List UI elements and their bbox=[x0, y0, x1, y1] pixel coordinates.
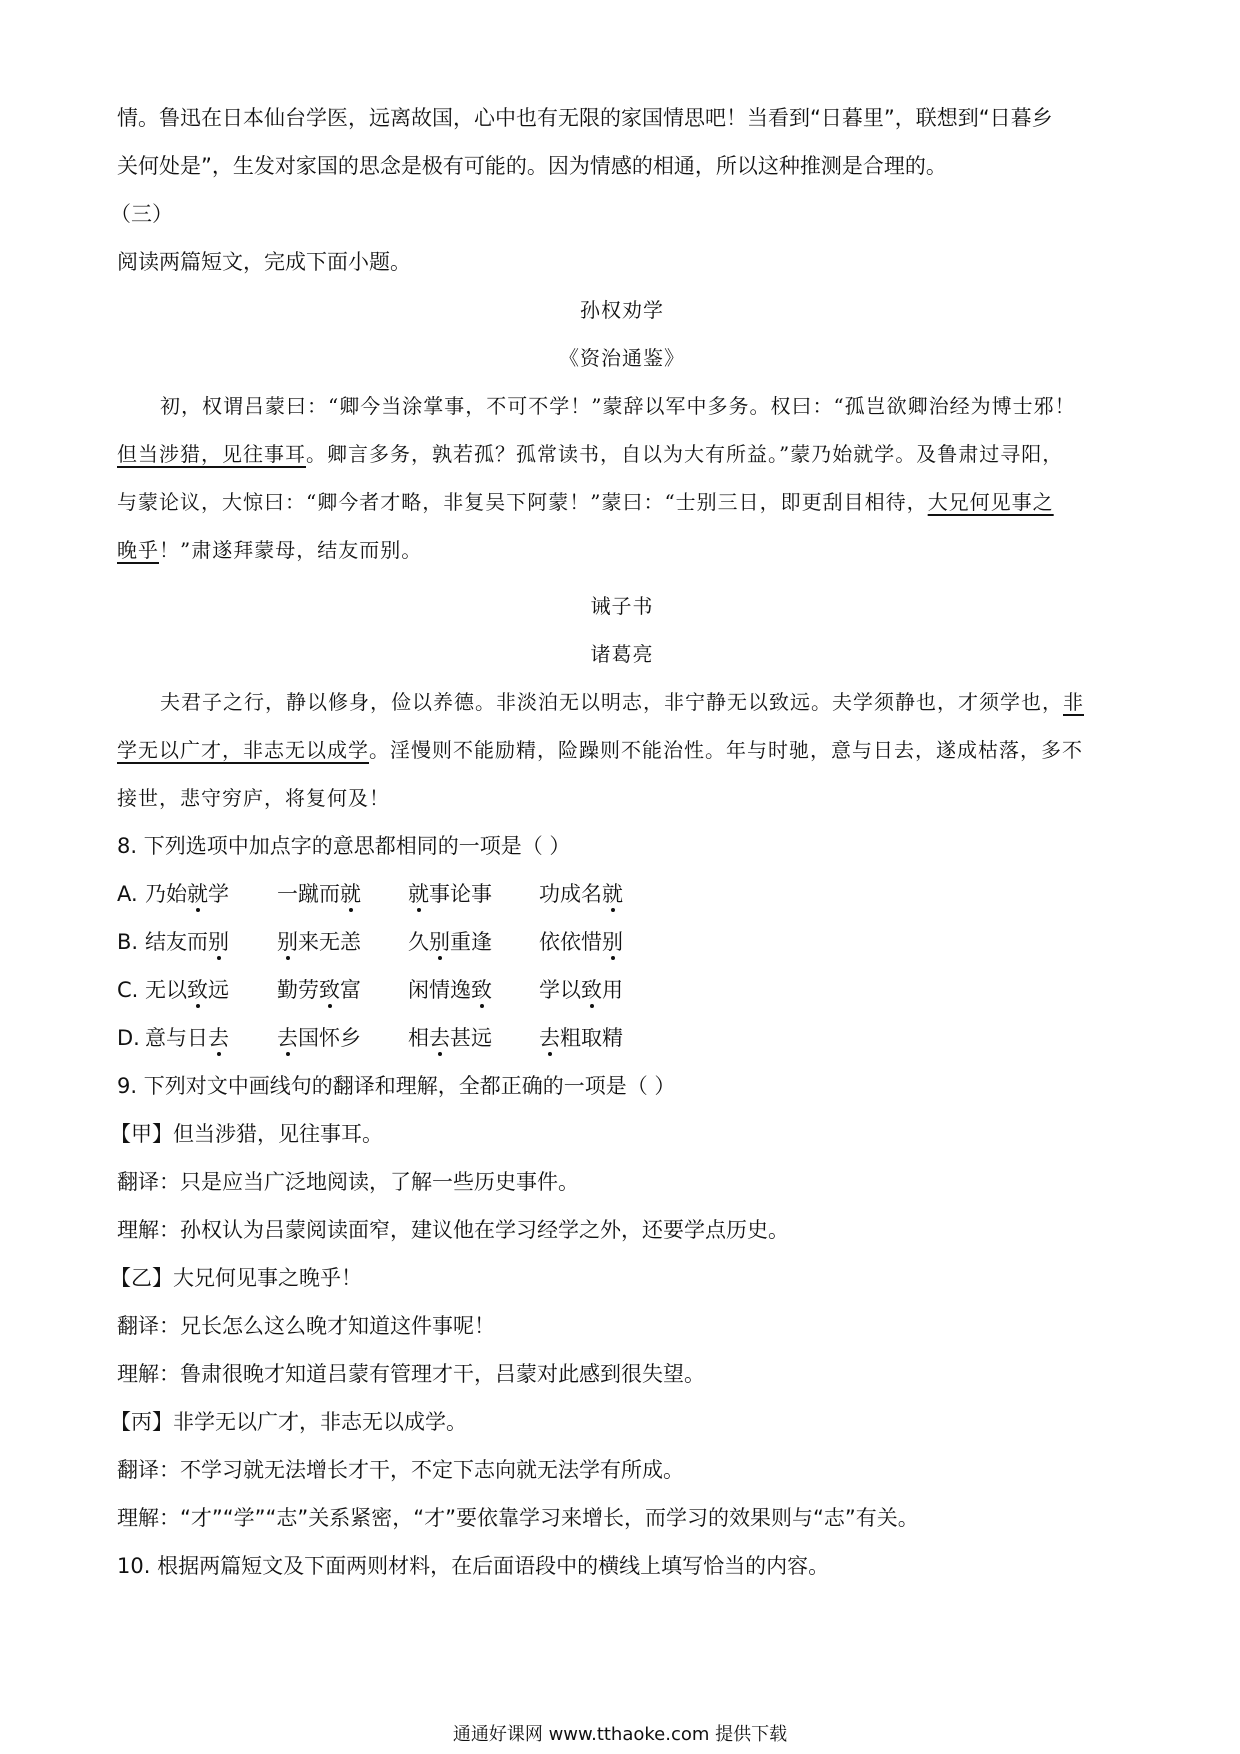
q9-yi-understanding: 理解：鲁肃很晚才知道吕蒙有管理才干，吕蒙对此感到很失望。 bbox=[117, 1362, 705, 1386]
q9-item-bing: 【丙】非学无以广才，非志无以成学。 bbox=[110, 1410, 467, 1434]
underlined-sentence-bing-end: 学无以广才，非志无以成学 bbox=[117, 738, 369, 762]
dotted-character: 去 bbox=[539, 1026, 560, 1050]
dotted-character: 就 bbox=[340, 882, 361, 906]
dotted-character: 去 bbox=[277, 1026, 298, 1050]
q9-bing-translation: 翻译：不学习就无法增长才干，不定下志向就无法学有所成。 bbox=[117, 1458, 684, 1482]
question-8-stem: 8. 下列选项中加点字的意思都相同的一项是（ ） bbox=[117, 834, 571, 858]
text1-line: 但当涉猎，见往事耳。卿言多务，孰若孤？孤常读书，自以为大有所益。”蒙乃始就学。及鲁肃过寻阳， bbox=[117, 442, 1064, 466]
dotted-character: 别 bbox=[429, 930, 450, 954]
option-letter: D. bbox=[117, 1026, 140, 1050]
text1-title: 孙权劝学 bbox=[580, 298, 664, 322]
text1-line: 晚乎！”肃遂拜蒙母，结友而别。 bbox=[117, 538, 423, 562]
option-phrase: 意与日去 bbox=[145, 1026, 229, 1050]
section-instruction: 阅读两篇短文，完成下面小题。 bbox=[117, 250, 411, 274]
option-letter: B. bbox=[117, 930, 139, 954]
dotted-character: 致 bbox=[187, 978, 208, 1002]
dotted-character: 致 bbox=[319, 978, 340, 1002]
q9-item-yi: 【乙】大兄何见事之晚乎！ bbox=[110, 1266, 362, 1290]
text1-source: 《资治通鉴》 bbox=[559, 346, 685, 370]
option-phrase: 一蹴而就 bbox=[277, 882, 361, 906]
option-phrase: 无以致远 bbox=[145, 978, 229, 1002]
underlined-sentence-yi: 大兄何见事之 bbox=[927, 490, 1054, 514]
page-footer: 通通好课网 www.tthaoke.com 提供下载 bbox=[452, 1724, 788, 1745]
option-letter: C. bbox=[117, 978, 139, 1002]
option-phrase: 功成名就 bbox=[539, 882, 623, 906]
option-phrase: 乃始就学 bbox=[145, 882, 229, 906]
text2-title: 诫子书 bbox=[590, 594, 654, 618]
q9-jia-understanding: 理解：孙权认为吕蒙阅读面窄，建议他在学习经学之外，还要学点历史。 bbox=[117, 1218, 789, 1242]
dotted-character: 致 bbox=[581, 978, 602, 1002]
option-phrase: 勤劳致富 bbox=[277, 978, 361, 1002]
option-phrase: 相去甚远 bbox=[408, 1026, 492, 1050]
option-phrase: 学以致用 bbox=[539, 978, 623, 1002]
question-10-stem: 10. 根据两篇短文及下面两则材料，在后面语段中的横线上填写恰当的内容。 bbox=[117, 1554, 830, 1578]
text2-line: 接世，悲守穷庐，将复何及！ bbox=[117, 786, 390, 810]
option-phrase: 久别重逢 bbox=[408, 930, 492, 954]
underlined-sentence-yi-end: 晚乎 bbox=[117, 538, 159, 562]
underlined-sentence-jia: 但当涉猎，见往事耳 bbox=[117, 442, 306, 466]
dotted-character: 去 bbox=[208, 1026, 229, 1050]
option-phrase: 结友而别 bbox=[145, 930, 229, 954]
option-phrase: 闲情逸致 bbox=[408, 978, 492, 1002]
q9-yi-translation: 翻译：兄长怎么这么晚才知道这件事呢！ bbox=[117, 1314, 495, 1338]
section-label: （三） bbox=[110, 202, 173, 226]
q9-bing-understanding: 理解：“才”“学”“志”关系紧密，“才”要依靠学习来增长，而学习的效果则与“志”有关。 bbox=[117, 1506, 919, 1530]
option-phrase: 依依惜别 bbox=[539, 930, 623, 954]
dotted-character: 别 bbox=[277, 930, 298, 954]
dotted-character: 就 bbox=[187, 882, 208, 906]
dotted-character: 别 bbox=[602, 930, 623, 954]
option-letter: A. bbox=[117, 882, 138, 906]
paragraph-line: 关何处是”，生发对家国的思念是极有可能的。因为情感的相通，所以这种推测是合理的。 bbox=[117, 154, 947, 178]
text1-line: 初，权谓吕蒙曰：“卿今当涂掌事，不可不学！”蒙辞以军中多务。权曰：“孤岂欲卿治经为博士邪！ bbox=[160, 394, 1076, 418]
dotted-character: 去 bbox=[429, 1026, 450, 1050]
option-phrase: 就事论事 bbox=[408, 882, 492, 906]
q9-item-jia: 【甲】但当涉猎，见往事耳。 bbox=[110, 1122, 383, 1146]
dotted-character: 别 bbox=[208, 930, 229, 954]
dotted-character: 就 bbox=[602, 882, 623, 906]
q9-jia-translation: 翻译：只是应当广泛地阅读，了解一些历史事件。 bbox=[117, 1170, 579, 1194]
text2-line: 学无以广才，非志无以成学。淫慢则不能励精，险躁则不能治性。年与时驰，意与日去，遂成枯落，多不 bbox=[117, 738, 1083, 762]
option-phrase: 去粗取精 bbox=[539, 1026, 623, 1050]
dotted-character: 就 bbox=[408, 882, 429, 906]
text2-line: 夫君子之行，静以修身，俭以养德。非淡泊无以明志，非宁静无以致远。夫学须静也，才须学也，非 bbox=[160, 690, 1084, 714]
question-9-stem: 9. 下列对文中画线句的翻译和理解，全都正确的一项是（ ） bbox=[117, 1074, 676, 1098]
option-phrase: 别来无恙 bbox=[277, 930, 361, 954]
dotted-character: 致 bbox=[471, 978, 492, 1002]
paragraph-line: 情。鲁迅在日本仙台学医，远离故国，心中也有无限的家国情思吧！当看到“日暮里”，联想到“日暮乡 bbox=[117, 106, 1053, 130]
underlined-sentence-bing: 非 bbox=[1063, 690, 1084, 714]
text1-line: 与蒙论议，大惊曰：“卿今者才略，非复吴下阿蒙！”蒙曰：“士别三日，即更刮目相待，大兄何见事之 bbox=[117, 490, 1054, 514]
option-phrase: 去国怀乡 bbox=[277, 1026, 361, 1050]
text2-author: 诸葛亮 bbox=[590, 642, 654, 666]
